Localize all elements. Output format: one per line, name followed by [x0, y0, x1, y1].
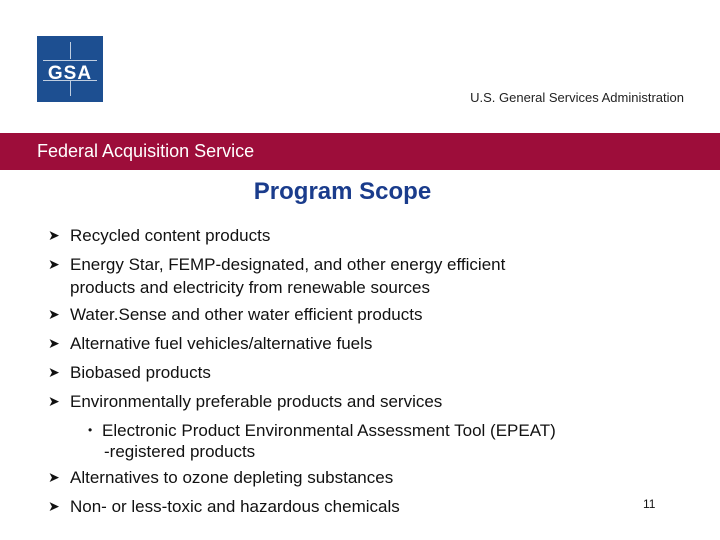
list-item-text: Alternative fuel vehicles/alternative fuels — [70, 334, 373, 353]
arrow-bullet-icon: ➤ — [48, 256, 60, 272]
gsa-logo — [37, 36, 103, 102]
list-item-text: Recycled content products — [70, 226, 271, 245]
list-item-continuation: products and electricity from renewable sources — [70, 278, 430, 297]
list-item — [48, 329, 648, 358]
logo-text: GSA — [47, 63, 93, 84]
list-item-text: Environmentally preferable products and services — [70, 392, 443, 411]
page-number: 11 — [643, 497, 656, 511]
arrow-bullet-icon: ➤ — [48, 227, 60, 243]
arrow-bullet-icon: ➤ — [48, 469, 60, 485]
list-item-text: Non- or less-toxic and hazardous chemicals — [70, 497, 400, 516]
list-item-text: Alternatives to ozone depleting substances — [70, 468, 394, 487]
sub-list-item — [48, 416, 662, 463]
list-item-text: Energy Star, FEMP-designated, and other energy efficient — [70, 255, 506, 274]
list-item — [48, 463, 648, 492]
list-item — [48, 250, 648, 300]
list-item — [48, 221, 648, 250]
arrow-bullet-icon: ➤ — [48, 335, 60, 351]
list-item — [48, 492, 648, 521]
header-band — [0, 133, 720, 170]
arrow-bullet-icon: ➤ — [48, 498, 60, 514]
scope-list — [48, 221, 648, 521]
band-title: Federal Acquisition Service — [37, 141, 255, 161]
arrow-bullet-icon: ➤ — [48, 306, 60, 322]
dot-bullet-icon: • — [88, 423, 93, 437]
agency-name: U.S. General Services Administration — [470, 90, 684, 105]
list-item-text: Water.Sense and other water efficient products — [70, 305, 423, 324]
arrow-bullet-icon: ➤ — [48, 393, 60, 409]
list-item-text: Biobased products — [70, 363, 211, 382]
sub-item-continuation: -registered products — [104, 442, 256, 461]
sub-item-text: Electronic Product Environmental Assessment Tool (EPEAT) — [102, 421, 556, 440]
arrow-bullet-icon: ➤ — [48, 364, 60, 380]
list-item — [48, 387, 648, 416]
slide-title: Program Scope — [253, 178, 432, 205]
list-item — [48, 358, 648, 387]
list-item — [48, 300, 648, 329]
